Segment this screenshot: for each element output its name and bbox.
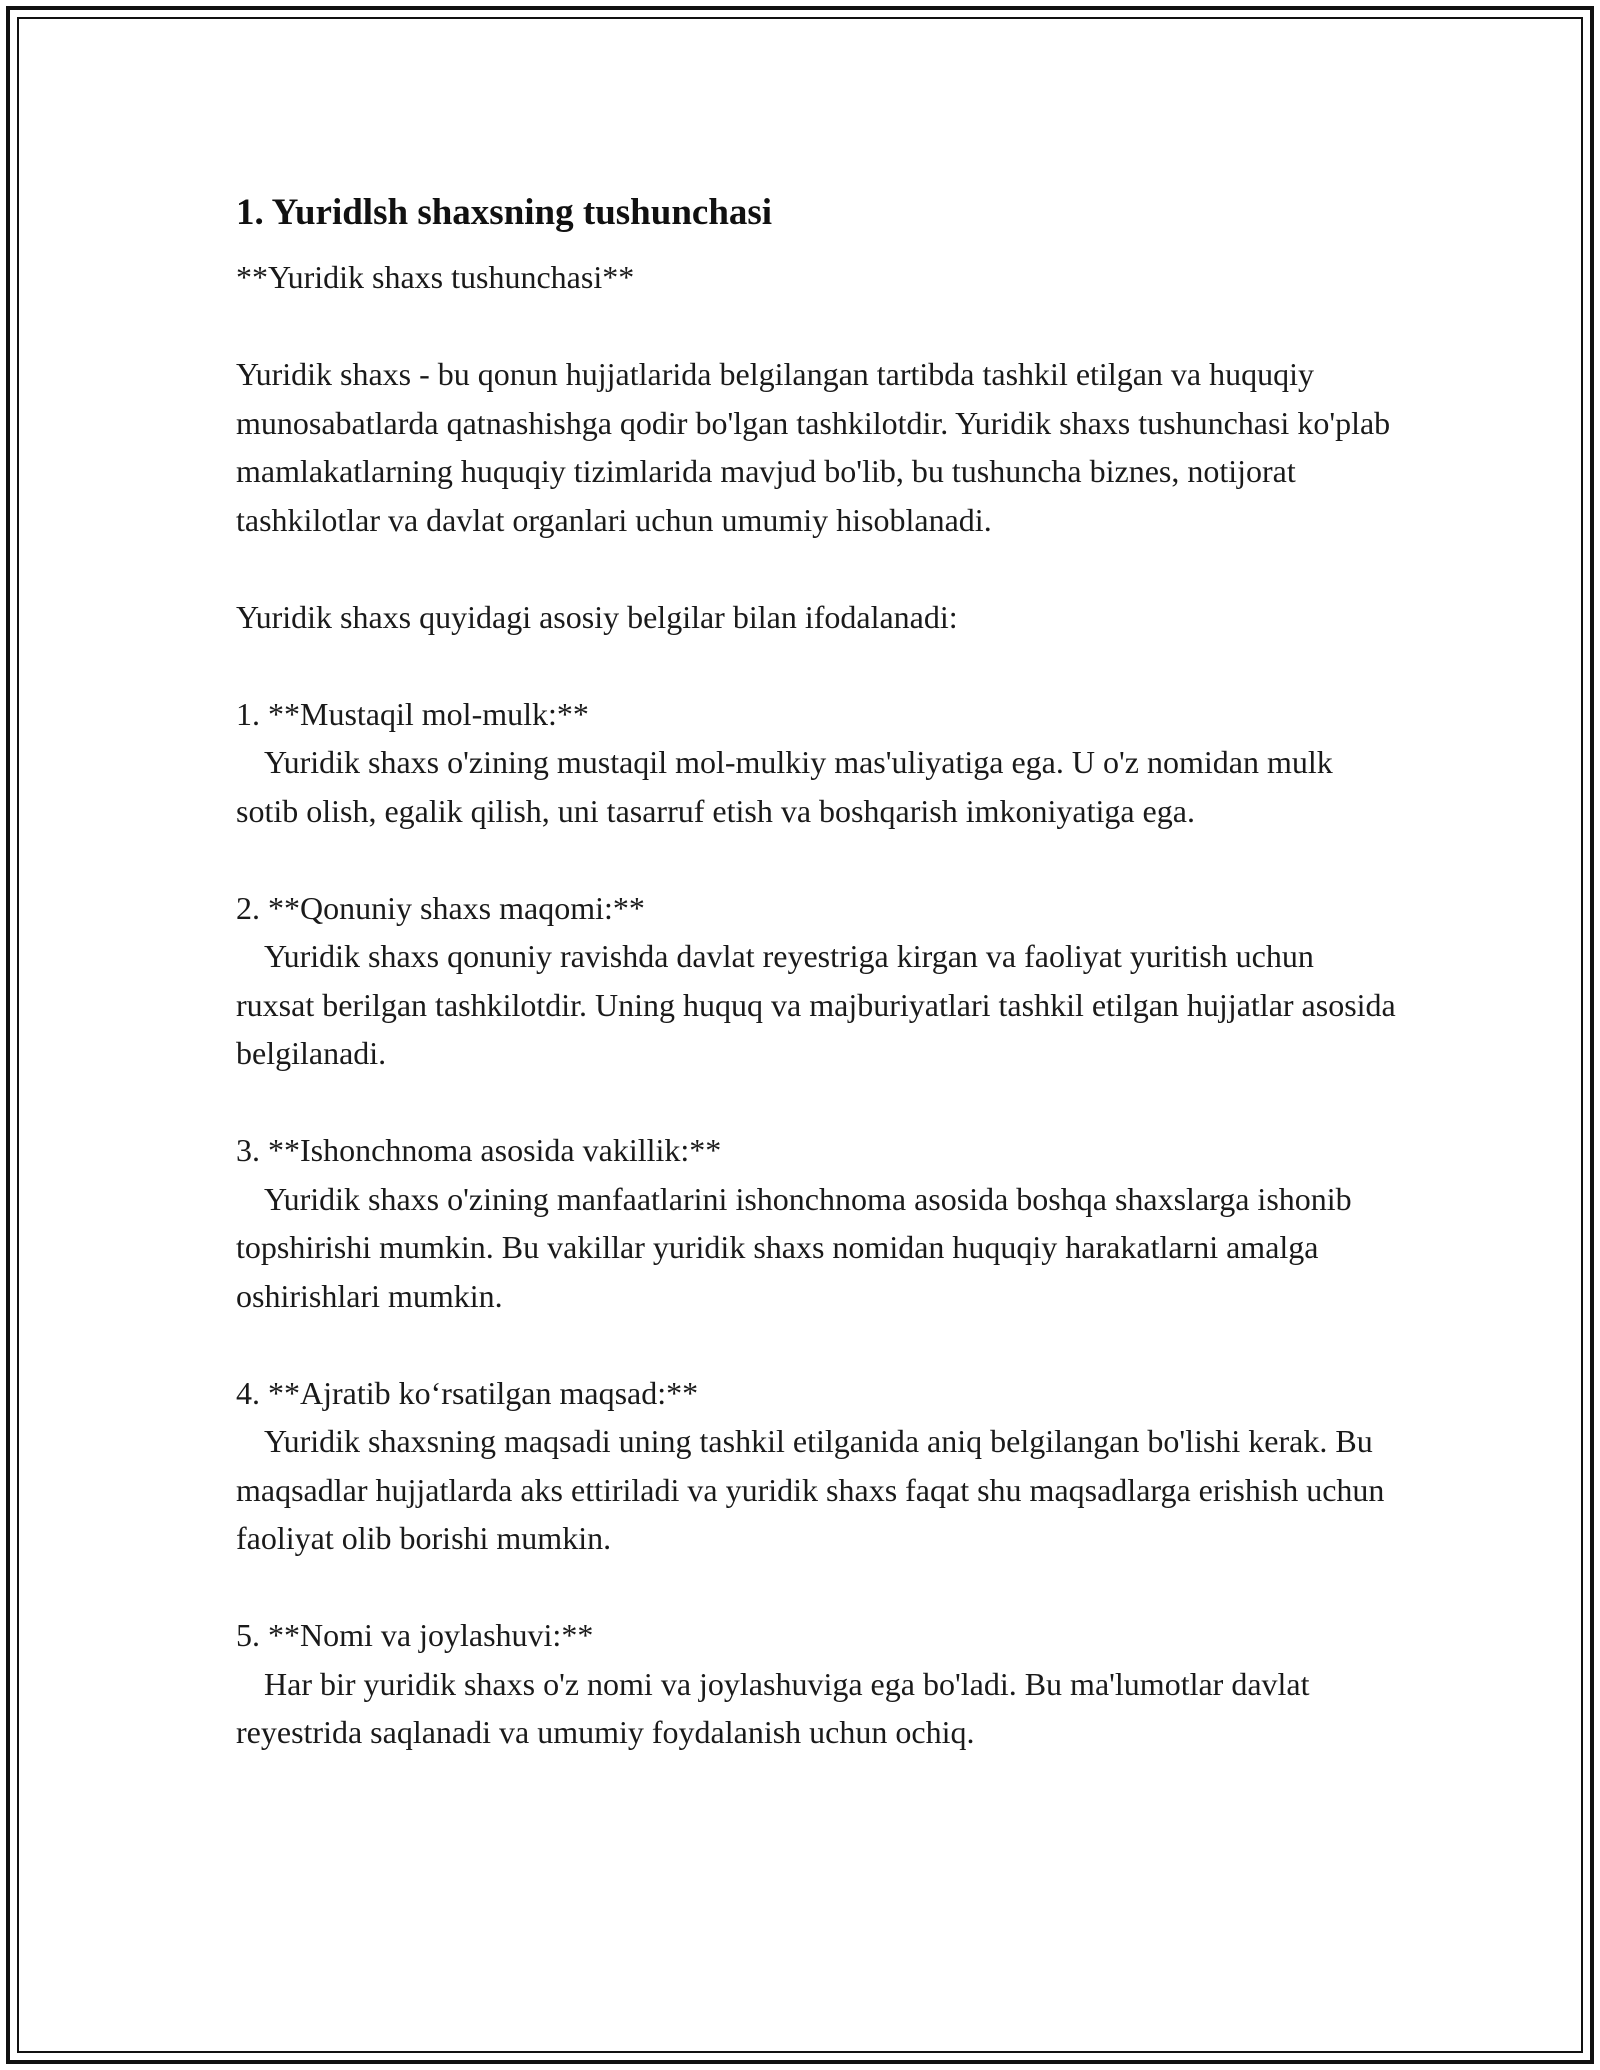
list-item xyxy=(236,1611,1396,1757)
section-subtitle: **Yuridik shaxs tushunchasi** xyxy=(236,259,635,295)
intro-paragraph: Yuridik shaxs - bu qonun hujjatlarida belgilangan tartibda tashkil etilgan va huquqiy munosabatlarda qatnashishga qodir bo'lgan tashkilotdir. Yuridik shaxs tushunchasi ko'plab mamlakatlarning huquqiy tizimlarida mavjud bo'lib, bu tushuncha biznes, notijorat tashkilotlar va davlat organlari uchun umumiy hisoblanadi. xyxy=(236,356,1399,538)
list-item-body: Har bir yuridik shaxs o'z nomi va joylashuviga ega bo'ladi. Bu ma'lumotlar davlat reyestrida saqlanadi va umumiy foydalanish uchun ochiq. xyxy=(236,1665,1310,1750)
list-item-body: Yuridik shaxs qonuniy ravishda davlat reyestriga kirgan va faoliyat yuritish uchun ruxsat berilgan tashkilotdir. Uning huquq va majburiyatlari tashkil etilgan hujjatlar asosida belgilanadi. xyxy=(236,938,1396,1071)
list-item-title: 5. **Nomi va joylashuvi:** xyxy=(236,1617,594,1653)
list-item xyxy=(236,1369,1396,1563)
list-item-title: 3. **Ishonchnoma asosida vakillik:** xyxy=(236,1132,722,1168)
list-item-body: Yuridik shaxs o'zining manfaatlarini ishonchnoma asosida boshqa shaxslarga ishonib topshirishi mumkin. Bu vakillar yuridik shaxs nomidan huquqiy harakatlarni amalga oshirishlari mumkin. xyxy=(236,1180,1352,1314)
list-item-body: Yuridik shaxsning maqsadi uning tashkil etilganida aniq belgilangan bo'lishi kerak. Bu maqsadlar hujjatlarda aks ettiriladi va yuridik shaxs faqat shu maqsadlarga erishish uchun faoliyat olib borishi mumkin. xyxy=(236,1423,1385,1556)
list-item xyxy=(236,884,1396,1078)
list-item-title: 2. **Qonuniy shaxs maqomi:** xyxy=(236,889,645,926)
list-item xyxy=(236,690,1396,836)
document-body xyxy=(236,185,1399,1805)
list-item xyxy=(236,1126,1396,1320)
lead-paragraph: Yuridik shaxs quyidagi asosiy belgilar bilan ifodalanadi: xyxy=(236,598,958,635)
page-title: 1. Yuridlsh shaxsning tushunchasi xyxy=(236,192,773,233)
list-item-title: 4. **Ajratib ko‘rsatilgan maqsad:** xyxy=(236,1374,699,1411)
list-item-body: Yuridik shaxs o'zining mustaqil mol-mulkiy mas'uliyatiga ega. U o'z nomidan mulk sotib olish, egalik qilish, uni tasarruf etish va boshqarish imkoniyatiga ega. xyxy=(236,744,1333,829)
list-item-title: 1. **Mustaqil mol-mulk:** xyxy=(236,695,589,732)
